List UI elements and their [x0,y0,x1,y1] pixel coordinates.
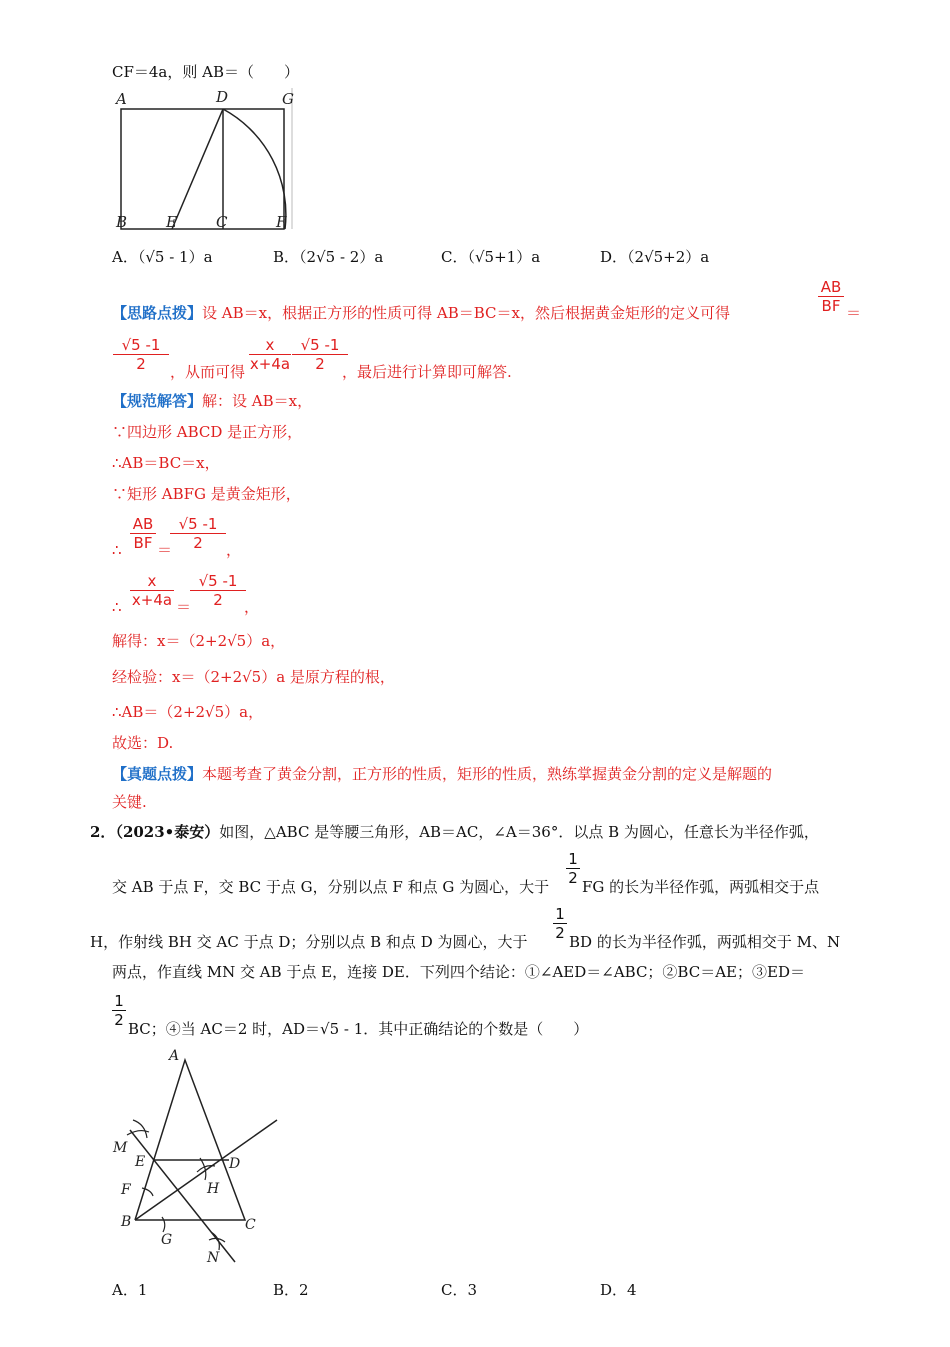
solution-line-4: ∵矩形 ABFG 是黄金矩形， [112,485,301,503]
analysis-frac-sqrt: √5 -1 2 [113,336,169,373]
q2-line-5: BC；④当 AC＝2 时，AD＝√5 - 1．其中正确结论的个数是（ ） [128,1020,589,1038]
q1-option-b[interactable]: B．（2√5 - 2）a [273,248,384,266]
q1-label-f: F [276,213,287,231]
q2-label-g: G [161,1232,173,1248]
solution-therefore-1: ∴ [112,541,122,559]
q2-option-b[interactable]: B．2 [273,1281,309,1299]
solution-line-3: ∴AB＝BC＝x， [112,454,220,472]
q1-label-e: E [166,213,177,231]
q1-label-d: D [216,88,229,106]
q2-half-2: 1 2 [553,905,567,942]
q2-line-4: 两点，作直线 MN 交 AB 于点 E，连接 DE．下列四个结论：①∠AED＝∠ABC；②BC＝AE；③ED＝ [112,963,805,981]
q2-label-n: N [207,1250,220,1266]
analysis-frac-ab-bf: AB BF [818,278,844,315]
solution-line-result: ∴AB＝（2+2√5）a， [112,703,264,721]
q1-option-d[interactable]: D．（2√5+2）a [600,248,710,266]
solution-eq-2: ＝ [176,598,192,616]
solution-therefore-2: ∴ [112,598,122,616]
review-line-1: 【真题点拨】本题考查了黄金分割，正方形的性质，矩形的性质，熟练掌握黄金分割的定义是解题的 [112,765,773,783]
analysis-line-2a: ，从而可得 [170,363,246,381]
q2-line-3a: H，作射线 BH 交 AC 于点 D；分别以点 B 和点 D 为圆心，大于 [90,933,528,951]
q2-label-e: E [135,1154,146,1170]
analysis-line-1: 【思路点拨】设 AB＝x，根据正方形的性质可得 AB＝BC＝x，然后根据黄金矩形的定义可得 [112,304,730,322]
solution-comma-1: ， [226,541,242,559]
analysis-frac-sqrt-2: √5 -1 2 [292,336,348,373]
q2-number: 2． [90,823,116,841]
solution-tag: 【规范解答】 [112,392,203,410]
q2-label-f: F [121,1182,131,1198]
q2-option-c[interactable]: C．3 [441,1281,478,1299]
solution-frac-sqrt-2: √5 -1 2 [190,572,246,609]
q1-label-b: B [116,213,128,231]
q2-label-a: A [169,1048,180,1064]
q2-line-2b: FG 的长为半径作弧，两弧相交于点 [582,878,820,896]
q1-label-c: C [216,213,228,231]
q2-figure-triangle [105,1040,295,1275]
solution-frac-sqrt-1: √5 -1 2 [170,515,226,552]
q2-label-h: H [207,1181,220,1197]
q2-label-d: D [229,1156,241,1172]
solution-eq-1: ＝ [157,541,173,559]
q1-option-a[interactable]: A．（√5 - 1）a [112,248,213,266]
q2-option-a[interactable]: A．1 [112,1281,148,1299]
q2-line-2a: 交 AB 于点 F，交 BC 于点 G，分别以点 F 和点 G 为圆心，大于 [112,878,550,896]
q2-line-3b: BD 的长为半径作弧，两弧相交于 M、N [569,933,841,951]
q2-label-b: B [121,1214,132,1230]
analysis-line-2b: ，最后进行计算即可解答. [342,363,512,381]
solution-line-solve: 解得：x＝（2+2√5）a， [112,632,286,650]
q2-half-3: 1 2 [112,992,126,1029]
analysis-eq: ＝ [846,304,862,322]
q1-label-a: A [116,90,127,108]
q1-label-g: G [282,90,294,108]
q2-source: （2023•泰安） [115,823,220,841]
solution-line-2: ∵四边形 ABCD 是正方形， [112,423,303,441]
analysis-frac-x: x x+4a [249,336,291,373]
solution-line-choice: 故选：D. [112,734,174,752]
solution-line-1: 【规范解答】解：设 AB＝x， [112,392,313,410]
q1-stem-tail: CF＝4a，则 AB＝（ ） [112,63,299,81]
q2-half-1: 1 2 [566,850,580,887]
review-line-2: 关键. [112,793,147,811]
q2-label-m: M [113,1140,128,1156]
solution-frac-ab-bf: AB BF [130,515,156,552]
q2-line-1: 2．（2023•泰安）如图，△ABC 是等腰三角形，AB＝AC，∠A＝36°．以点 B 为圆心，任意长为半径作弧， [90,823,819,841]
solution-comma-2: ， [244,598,260,616]
solution-line-check: 经检验：x＝（2+2√5）a 是原方程的根， [112,668,395,686]
solution-frac-x: x x+4a [131,572,173,609]
q2-label-c: C [245,1217,256,1233]
analysis-tag: 【思路点拨】 [112,304,203,322]
q1-figure-rectangle [110,86,310,236]
review-tag: 【真题点拨】 [112,765,203,783]
q2-option-d[interactable]: D．4 [600,1281,637,1299]
q1-option-c[interactable]: C．（√5+1）a [441,248,541,266]
